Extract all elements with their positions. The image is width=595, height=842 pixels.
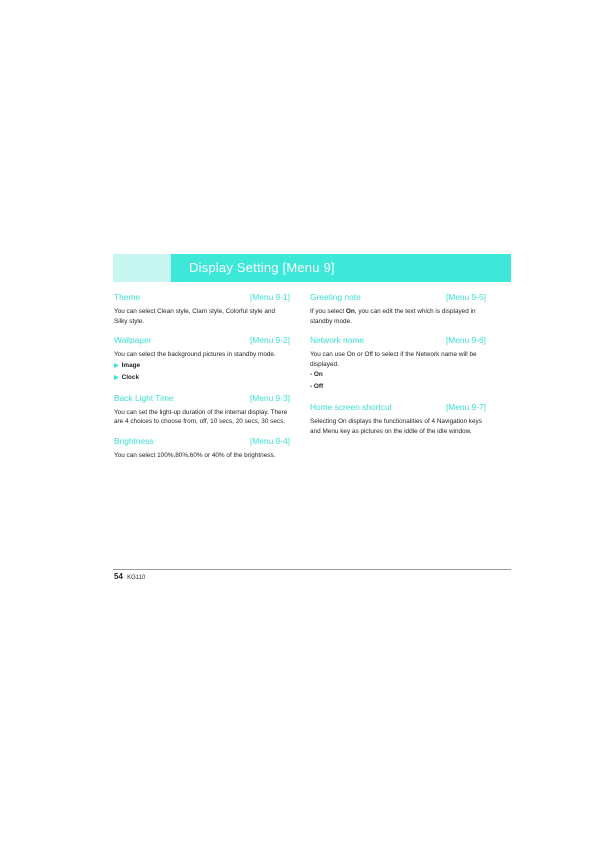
section-text: Selecting On displays the functionalities of 4 Navigation keys and Menu key as pictures on the iddle of the idle window.	[310, 418, 482, 435]
section-greeting-note	[310, 292, 486, 326]
triangle-right-icon: ▶	[114, 374, 119, 381]
section-name: Wallpaper	[114, 335, 152, 346]
list-item-label: Image	[121, 361, 141, 369]
page-number: 54	[114, 572, 123, 581]
text-segment: If you select	[310, 308, 346, 315]
section-text: You can select Clean style, Clam style, Colorful style and Silky style.	[114, 308, 276, 325]
section-heading	[114, 436, 290, 448]
section-name: Theme	[114, 292, 141, 302]
section-text: You can set the light-up duration of the internal display. There are 4 choices to choose from, off, 10 secs, 20 secs, 30 secs.	[114, 408, 288, 426]
model-name: KG110	[127, 575, 146, 581]
text-emphasis: On	[345, 308, 355, 315]
section-name: Brightness	[114, 435, 154, 446]
left-column	[114, 292, 290, 470]
menu-number: [Menu 9-1]	[249, 292, 290, 302]
section-text	[310, 307, 486, 326]
menu-number: [Menu 9-4]	[249, 435, 290, 446]
section-heading	[114, 292, 290, 304]
section-name: Network name	[310, 335, 364, 346]
menu-number: [Menu 9-2]	[249, 335, 290, 346]
footer-divider	[113, 569, 511, 570]
menu-number: [Menu 9-6]	[445, 335, 486, 346]
list-item-label: Clock	[121, 373, 140, 381]
triangle-right-icon: ▶	[114, 362, 119, 369]
section-name: Back Light Time	[114, 392, 174, 403]
list-item: - Off	[310, 383, 324, 391]
right-column	[310, 292, 486, 446]
menu-number: [Menu 9-3]	[249, 392, 290, 403]
section-heading	[310, 292, 486, 304]
page-footer	[114, 572, 145, 581]
text-segment: , you can edit the text which is displayed in standby mode.	[310, 308, 476, 325]
section-theme	[114, 292, 290, 326]
section-text: You can select 100%,80%,60% or 40% of the brightness.	[114, 451, 276, 459]
page-title: Display Setting [Menu 9]	[189, 260, 335, 275]
section-network-name	[310, 335, 486, 393]
section-banner	[113, 254, 511, 282]
section-text: You can select the background pictures in standby mode.	[114, 351, 276, 359]
section-heading	[114, 393, 290, 405]
section-name: Greeting note	[310, 292, 361, 302]
list-item	[114, 360, 290, 372]
section-heading	[310, 335, 486, 347]
list-item: - On	[310, 371, 323, 379]
section-heading	[310, 402, 486, 414]
section-heading	[114, 335, 290, 347]
section-back-light-time	[114, 393, 290, 427]
menu-number: [Menu 9-7]	[445, 402, 486, 413]
banner-light-block	[113, 254, 171, 282]
section-wallpaper	[114, 335, 290, 384]
menu-number: [Menu 9-5]	[445, 292, 486, 302]
section-name: Home screen shortcut	[310, 402, 392, 413]
section-home-screen-shortcut	[310, 402, 486, 436]
section-text: You can use On or Off to select if the Network name will be displayed.	[310, 351, 477, 368]
section-brightness	[114, 436, 290, 461]
list-item	[114, 372, 290, 384]
